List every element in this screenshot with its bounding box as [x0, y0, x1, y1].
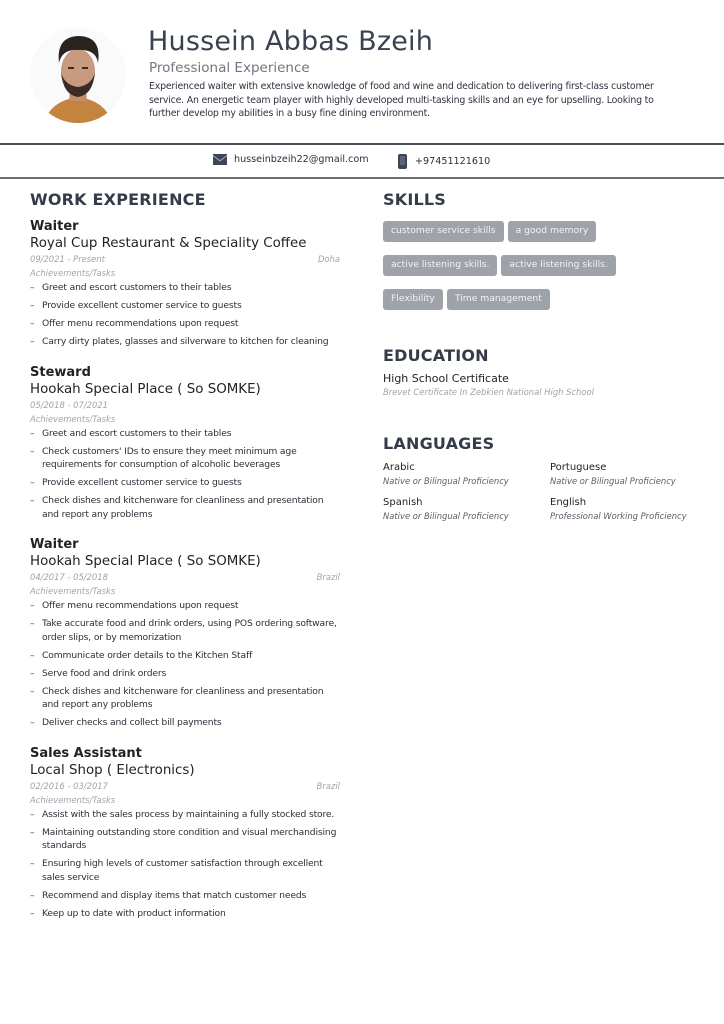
task-item [30, 476, 340, 490]
skill-tag: a good memory [508, 221, 597, 242]
envelope-icon [213, 154, 227, 165]
job-entry [30, 219, 340, 349]
skill-tag: customer service skills [383, 221, 504, 242]
task-text: Maintaining outstanding store condition and visual merchandising standards [42, 826, 337, 851]
task-text: Check dishes and kitchenware for cleanliness and presentation and report any problems [42, 495, 324, 520]
task-item [30, 826, 340, 853]
task-item [30, 617, 340, 644]
language-item [383, 496, 550, 522]
skill-tag: Time management [447, 289, 550, 310]
task-text: Provide excellent customer service to guests [42, 300, 242, 311]
task-text: Check customers' IDs to ensure they meet minimum age requirements for consumption of alcoholic beverages [42, 445, 297, 470]
task-item [30, 685, 340, 712]
task-text: Take accurate food and drink orders, using POS ordering software, order slips, or by memorization [42, 618, 337, 643]
skills-section [383, 190, 703, 320]
language-name: Portuguese [550, 462, 607, 473]
job-title: Sales Assistant [30, 745, 142, 761]
task-list [30, 281, 340, 349]
task-text: Check dishes and kitchenware for cleanliness and presentation and report any problems [42, 685, 324, 710]
job-dates: 04/2017 - 05/2018 [30, 572, 108, 582]
person-photo-icon [30, 27, 126, 123]
job-company: Hookah Special Place ( So SOMKE) [30, 554, 261, 569]
task-item [30, 494, 340, 521]
task-item [30, 599, 340, 613]
section-title-skills: SKILLS [383, 190, 446, 209]
achievements-label: Achievements/Tasks [30, 586, 116, 596]
job-company: Hookah Special Place ( So SOMKE) [30, 381, 261, 397]
language-item [550, 496, 710, 522]
task-text: Offer menu recommendations upon request [42, 600, 239, 611]
dash-bullet-icon: – [30, 445, 35, 457]
section-title-languages: LANGUAGES [383, 434, 495, 453]
dash-bullet-icon: – [30, 282, 35, 293]
languages-list [383, 461, 703, 522]
job-dates: 02/2016 - 03/2017 [30, 780, 108, 791]
dash-bullet-icon: – [30, 907, 35, 919]
achievements-label: Achievements/Tasks [30, 268, 116, 278]
dash-bullet-icon: – [30, 889, 35, 901]
job-company: Royal Cup Restaurant & Speciality Coffee [30, 236, 307, 251]
task-item [30, 299, 340, 313]
task-text: Communicate order details to the Kitchen Staff [42, 649, 253, 661]
phone-text[interactable]: +97451121610 [415, 156, 491, 167]
language-level: Professional Working Proficiency [550, 511, 687, 521]
task-list [30, 599, 340, 730]
language-name: Spanish [383, 497, 423, 508]
job-location: Brazil [316, 780, 340, 791]
language-item [550, 461, 710, 487]
task-item [30, 427, 340, 441]
task-item [30, 667, 340, 681]
language-name: English [550, 497, 587, 508]
dash-bullet-icon: – [30, 667, 35, 679]
contact-email[interactable] [213, 154, 369, 165]
job-location: Doha [317, 254, 340, 264]
right-column [383, 190, 703, 522]
task-item [30, 281, 340, 295]
task-text: Ensuring high levels of customer satisfaction through excellent sales service [42, 858, 323, 883]
task-text: Provide excellent customer service to guests [42, 477, 242, 488]
dash-bullet-icon: – [30, 600, 35, 611]
job-meta [30, 253, 340, 266]
job-entry [30, 365, 340, 522]
resume-header [0, 0, 724, 144]
dash-bullet-icon: – [30, 649, 35, 661]
contact-bar [0, 143, 724, 179]
candidate-name: Hussein Abbas Bzeih [148, 26, 434, 57]
task-list [30, 808, 340, 921]
education-degree: High School Certificate [383, 372, 509, 385]
education-school: Brevet Certificate In Zebkien National High School [383, 387, 594, 397]
dash-bullet-icon: – [30, 618, 35, 629]
language-level: Native or Bilingual Proficiency [383, 511, 509, 521]
dash-bullet-icon: – [30, 685, 35, 697]
job-title: Waiter [30, 537, 79, 552]
task-item [30, 857, 340, 884]
task-item [30, 649, 340, 663]
task-text: Greet and escort customers to their tables [42, 282, 232, 293]
job-entry [30, 746, 340, 921]
task-item [30, 907, 340, 921]
job-title: Waiter [30, 219, 79, 234]
education-section [383, 346, 703, 397]
task-item [30, 317, 340, 331]
achievements-label: Achievements/Tasks [30, 413, 116, 424]
job-entry [30, 537, 340, 730]
task-text: Deliver checks and collect bill payments [42, 717, 222, 728]
job-location: Brazil [316, 572, 340, 582]
task-item [30, 716, 340, 730]
dash-bullet-icon: – [30, 858, 35, 869]
dash-bullet-icon: – [30, 336, 35, 347]
task-text: Serve food and drink orders [42, 667, 167, 679]
candidate-subtitle: Professional Experience [149, 60, 310, 76]
dash-bullet-icon: – [30, 477, 35, 488]
task-item [30, 445, 340, 472]
dash-bullet-icon: – [30, 826, 35, 838]
task-text: Recommend and display items that match customer needs [42, 889, 307, 901]
email-text[interactable]: husseinbzeih22@gmail.com [234, 154, 369, 165]
language-level: Native or Bilingual Proficiency [550, 476, 676, 486]
contact-phone[interactable] [398, 154, 490, 169]
task-text: Assist with the sales process by maintaining a fully stocked store. [42, 808, 335, 820]
dash-bullet-icon: – [30, 300, 35, 311]
profile-photo [30, 27, 126, 123]
language-item [383, 461, 550, 487]
job-title: Steward [30, 364, 91, 380]
dash-bullet-icon: – [30, 495, 35, 506]
language-name: Arabic [383, 462, 415, 473]
job-meta [30, 780, 340, 793]
mobile-phone-icon [398, 154, 407, 169]
dash-bullet-icon: – [30, 427, 35, 439]
task-text: Carry dirty plates, glasses and silverware to kitchen for cleaning [42, 336, 329, 347]
section-title-education: EDUCATION [383, 346, 489, 365]
task-text: Greet and escort customers to their tables [42, 427, 232, 439]
work-experience-section [30, 190, 340, 925]
languages-section [383, 434, 703, 522]
task-list [30, 427, 340, 522]
task-item [30, 889, 340, 903]
skill-tag: Flexibility [383, 289, 443, 310]
jobs-list [30, 219, 340, 920]
profile-summary: Experienced waiter with extensive knowledge of food and wine and dedication to delivering first-class customer service. An energetic team player with highly developed multi-tasking skills and an eye for upselling. Looking to further develop my abilities in a busy fine dining environment. [149, 81, 654, 119]
job-company: Local Shop ( Electronics) [30, 762, 195, 778]
job-meta [30, 399, 340, 412]
achievements-label: Achievements/Tasks [30, 794, 116, 805]
job-meta [30, 571, 340, 584]
job-dates: 09/2021 - Present [30, 254, 105, 264]
skills-list [383, 218, 683, 320]
dash-bullet-icon: – [30, 318, 35, 329]
task-text: Offer menu recommendations upon request [42, 318, 239, 329]
dash-bullet-icon: – [30, 808, 35, 820]
skill-tag: active listening skills. [501, 255, 615, 276]
task-item [30, 808, 340, 822]
task-item [30, 335, 340, 349]
language-level: Native or Bilingual Proficiency [383, 476, 509, 486]
section-title-work: WORK EXPERIENCE [30, 190, 206, 209]
dash-bullet-icon: – [30, 717, 35, 728]
job-dates: 05/2018 - 07/2021 [30, 399, 108, 410]
skill-tag: active listening skills. [383, 255, 497, 276]
task-text: Keep up to date with product information [42, 907, 226, 919]
